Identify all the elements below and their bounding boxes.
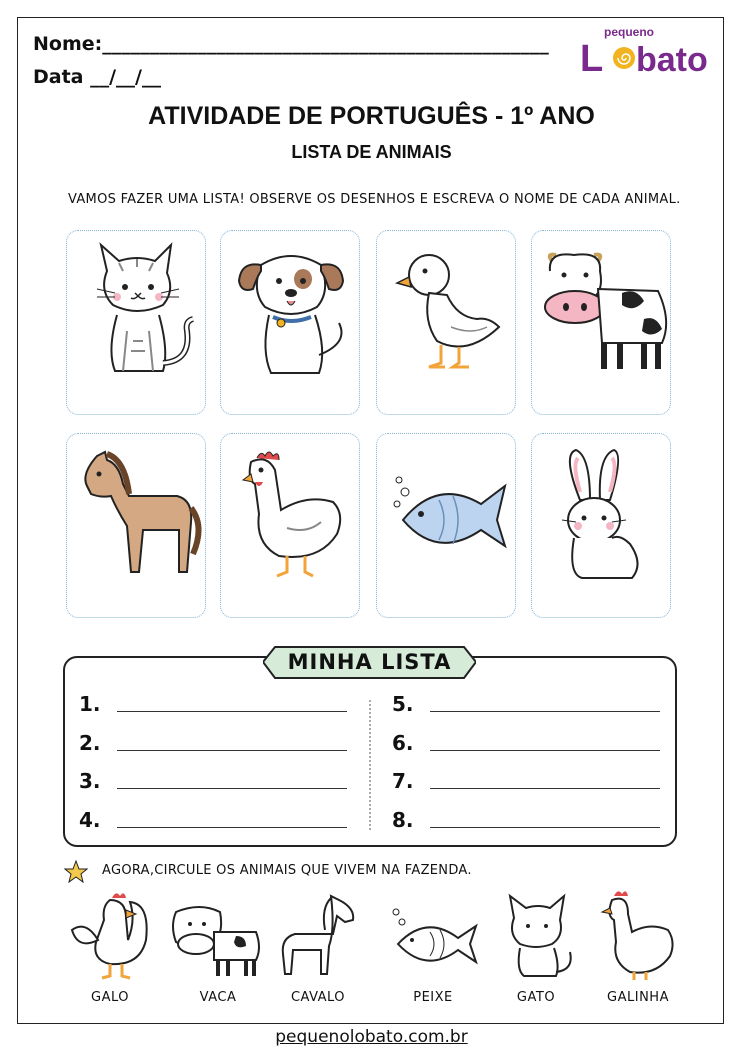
circle-instruction: AGORA,CIRCULE OS ANIMAIS QUE VIVEM NA FAZENDA. bbox=[102, 863, 472, 878]
card-rabbit bbox=[531, 433, 671, 618]
list-banner bbox=[263, 645, 476, 680]
answer-line[interactable] bbox=[117, 827, 347, 828]
rooster-icon[interactable] bbox=[66, 890, 150, 982]
card-cat bbox=[66, 230, 206, 415]
horse-small-icon[interactable] bbox=[275, 890, 359, 982]
card-cow bbox=[531, 230, 671, 415]
list-number: 5. bbox=[392, 692, 414, 716]
date-field[interactable]: Data __/__/__ bbox=[33, 66, 161, 88]
cow-small-icon[interactable] bbox=[170, 898, 264, 982]
caption-galinha: GALINHA bbox=[607, 990, 669, 1005]
list-number: 7. bbox=[392, 769, 414, 793]
answer-line[interactable] bbox=[430, 827, 660, 828]
caption-cavalo: CAVALO bbox=[290, 990, 346, 1005]
rabbit-icon bbox=[532, 434, 672, 619]
logo bbox=[578, 22, 718, 80]
logo-small-text: pequeno bbox=[604, 25, 654, 39]
answer-line[interactable] bbox=[430, 750, 660, 751]
svg-text:bato: bato bbox=[636, 41, 708, 79]
list-number: 1. bbox=[79, 692, 101, 716]
answer-line[interactable] bbox=[117, 750, 347, 751]
card-hen bbox=[220, 433, 360, 618]
caption-vaca: VACA bbox=[199, 990, 237, 1005]
cat-small-icon[interactable] bbox=[498, 890, 578, 982]
list-number: 3. bbox=[79, 769, 101, 793]
list-number: 4. bbox=[79, 808, 101, 832]
fish-icon bbox=[377, 434, 517, 619]
star-icon bbox=[64, 860, 88, 884]
card-fish bbox=[376, 433, 516, 618]
name-field[interactable]: Nome:_______________________________________________ bbox=[33, 33, 549, 55]
answer-line[interactable] bbox=[117, 711, 347, 712]
list-number: 8. bbox=[392, 808, 414, 832]
footer-link[interactable]: pequenolobato.com.br bbox=[275, 1027, 468, 1047]
caption-peixe: PEIXE bbox=[413, 990, 453, 1005]
caption-galo: GALO bbox=[91, 990, 129, 1005]
hen-icon bbox=[221, 434, 361, 619]
caption-gato: GATO bbox=[516, 990, 556, 1005]
answer-line[interactable] bbox=[430, 788, 660, 789]
list-divider bbox=[369, 700, 371, 830]
card-duck bbox=[376, 230, 516, 415]
cat-icon bbox=[67, 231, 207, 416]
svg-text:L: L bbox=[580, 38, 604, 80]
list-number: 2. bbox=[79, 731, 101, 755]
fish-small-icon[interactable] bbox=[386, 904, 480, 974]
answer-line[interactable] bbox=[430, 711, 660, 712]
card-horse bbox=[66, 433, 206, 618]
list-number: 6. bbox=[392, 731, 414, 755]
hen-small-icon[interactable] bbox=[600, 886, 680, 982]
answer-line[interactable] bbox=[117, 788, 347, 789]
duck-icon bbox=[377, 231, 517, 416]
card-dog bbox=[220, 230, 360, 415]
cow-icon bbox=[532, 231, 672, 416]
page-title: ATIVIDADE DE PORTUGUÊS - 1º ANO bbox=[148, 102, 595, 130]
page-subtitle: LISTA DE ANIMAIS bbox=[291, 142, 452, 162]
list-title: MINHA LISTA bbox=[287, 650, 452, 674]
dog-icon bbox=[221, 231, 361, 416]
instruction-text: VAMOS FAZER UMA LISTA! OBSERVE OS DESENHOS E ESCREVA O NOME DE CADA ANIMAL. bbox=[68, 192, 681, 207]
sun-icon bbox=[613, 47, 635, 69]
horse-icon bbox=[67, 434, 207, 619]
